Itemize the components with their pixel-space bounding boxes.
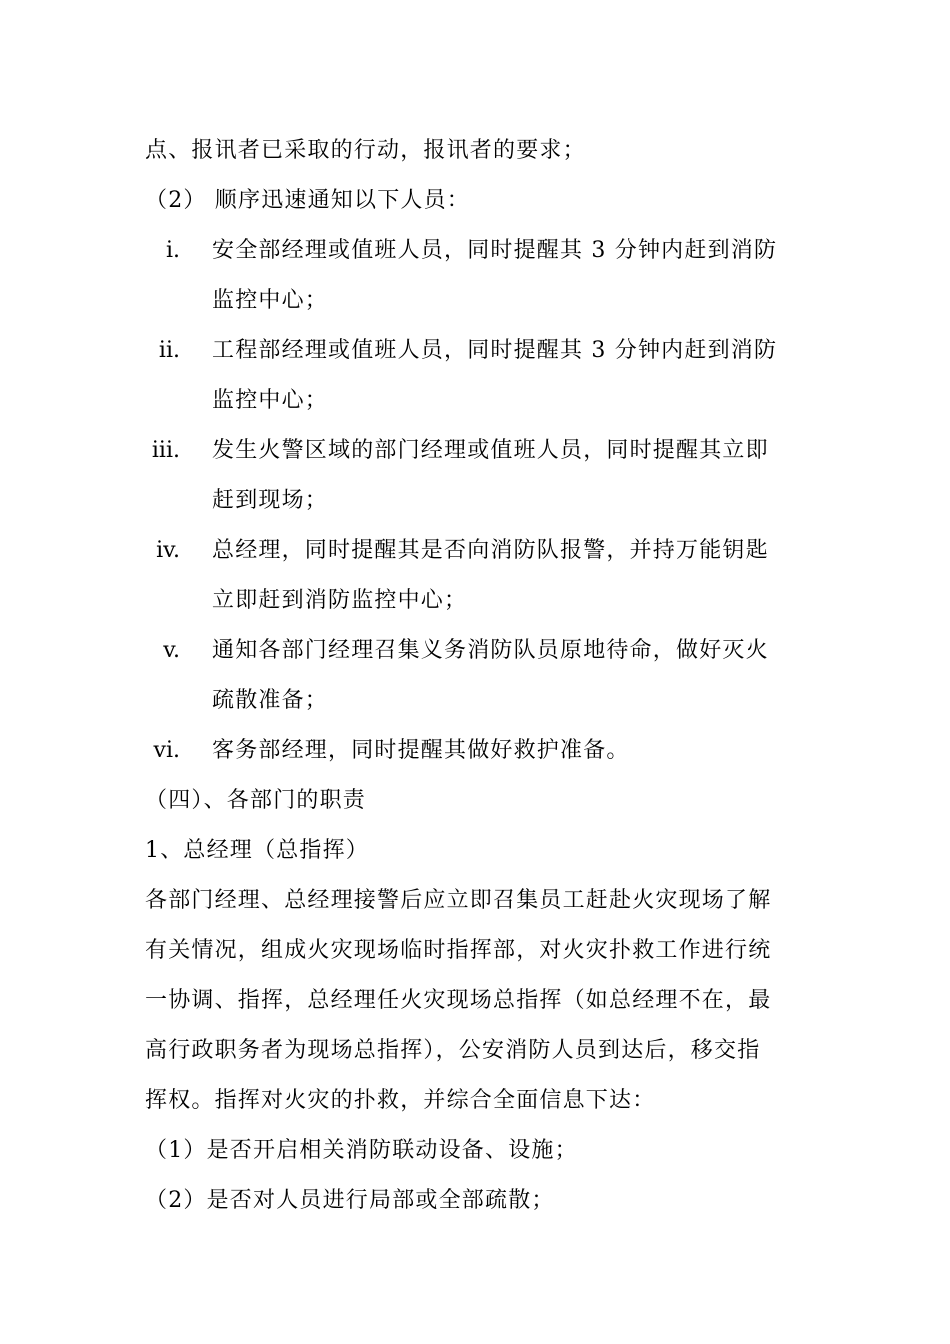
numbered-item: （1）是否开启相关消防联动设备、设施； bbox=[145, 1138, 578, 1163]
list-item-text: 监控中心； bbox=[212, 288, 329, 313]
paragraph-line: 一协调、指挥，总经理任火灾现场总指挥（如总经理不在，最 bbox=[145, 988, 772, 1013]
list-marker: i. bbox=[165, 238, 180, 263]
text-line: （2） 顺序迅速通知以下人员： bbox=[145, 188, 470, 213]
paragraph-line: 高行政职务者为现场总指挥），公安消防人员到达后，移交指 bbox=[145, 1038, 761, 1063]
list-item-text: 总经理，同时提醒其是否向消防队报警，并持万能钥匙 bbox=[212, 538, 769, 563]
list-item-text: 疏散准备； bbox=[212, 688, 329, 713]
list-marker: iv. bbox=[156, 538, 180, 563]
list-marker: ii. bbox=[158, 338, 180, 363]
list-marker: v. bbox=[163, 638, 180, 663]
list-marker: vi. bbox=[153, 738, 180, 763]
paragraph-line: 有关情况，组成火灾现场临时指挥部，对火灾扑救工作进行统 bbox=[145, 938, 772, 963]
list-item-text: 赶到现场； bbox=[212, 488, 329, 513]
paragraph-line: 各部门经理、总经理接警后应立即召集员工赶赴火灾现场了解 bbox=[145, 888, 772, 913]
list-item-text: 发生火警区域的部门经理或值班人员，同时提醒其立即 bbox=[212, 438, 769, 463]
list-marker: iii. bbox=[151, 438, 180, 463]
list-item-text: 客务部经理，同时提醒其做好救护准备。 bbox=[212, 738, 630, 763]
list-item-text: 通知各部门经理召集义务消防队员原地待命，做好灭火 bbox=[212, 638, 769, 663]
paragraph-line: 挥权。指挥对火灾的扑救，并综合全面信息下达： bbox=[145, 1088, 656, 1113]
list-item-text: 监控中心； bbox=[212, 388, 329, 413]
list-item-text: 安全部经理或值班人员，同时提醒其 3 分钟内赶到消防 bbox=[212, 238, 778, 263]
numbered-item: （2）是否对人员进行局部或全部疏散； bbox=[145, 1188, 555, 1213]
list-item-text: 工程部经理或值班人员，同时提醒其 3 分钟内赶到消防 bbox=[212, 338, 778, 363]
subsection-heading: 1、总经理（总指挥） bbox=[145, 838, 369, 863]
text-line: 点、报讯者已采取的行动，报讯者的要求； bbox=[145, 138, 586, 163]
section-heading: （四）、各部门的职责 bbox=[145, 788, 367, 813]
list-item-text: 立即赶到消防监控中心； bbox=[212, 588, 468, 613]
